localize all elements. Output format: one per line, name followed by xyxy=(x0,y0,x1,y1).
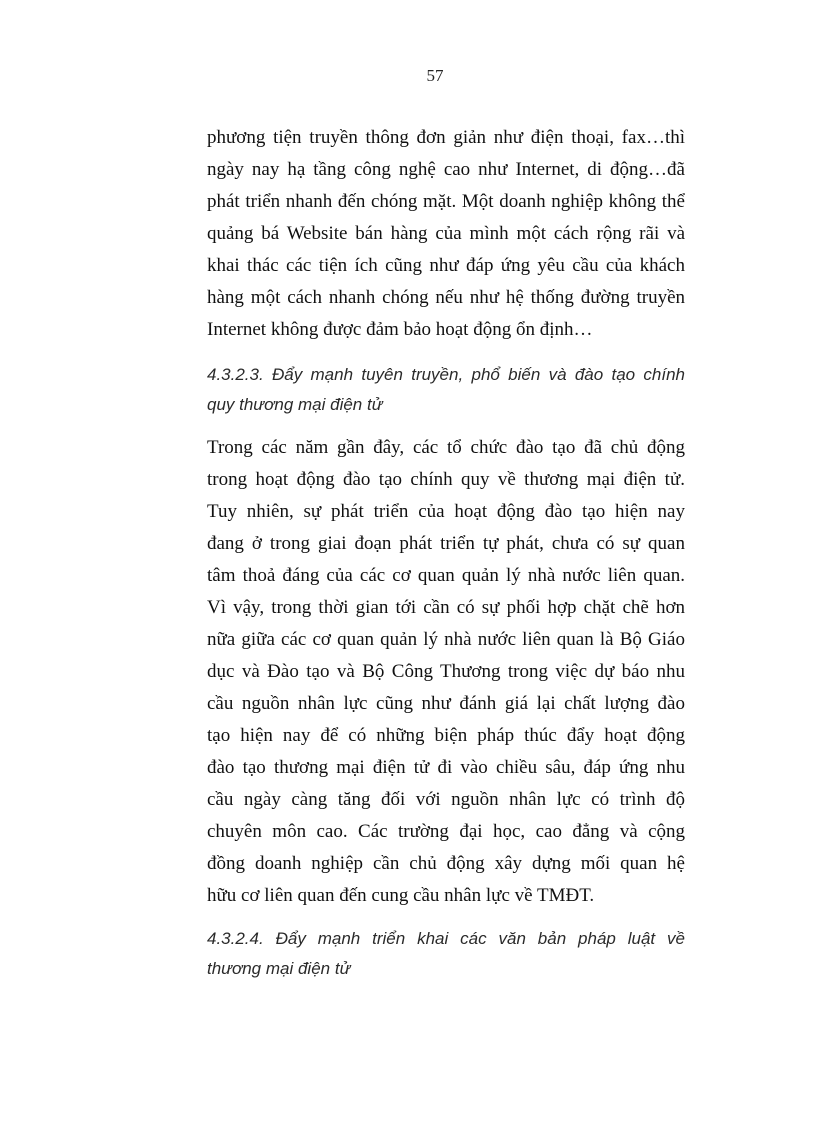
text-line: dục và Đào tạo và Bộ Công Thương trong việc dự báo nhu xyxy=(207,661,685,682)
text-line: Vì vậy, trong thời gian tới cần có sự phối hợp chặt chẽ hơn xyxy=(207,597,685,618)
text-line: nữa giữa các cơ quan quản lý nhà nước liên quan là Bộ Giáo xyxy=(207,629,685,650)
text-line: đồng doanh nghiệp cần chủ động xây dựng mối quan hệ xyxy=(207,853,685,874)
text-line: ngày nay hạ tầng công nghệ cao như Internet, di động…đã xyxy=(207,159,685,180)
text-line: hàng một cách nhanh chóng nếu như hệ thống đường truyền xyxy=(207,287,685,308)
heading-line: thương mại điện tử xyxy=(207,959,351,978)
text-line: quảng bá Website bán hàng của mình một cách rộng rãi và xyxy=(207,223,685,244)
text-line: cầu nguồn nhân lực cũng như đánh giá lại chất lượng đào xyxy=(207,693,685,714)
body-paragraph xyxy=(207,432,685,912)
text-line: Internet không được đảm bảo hoạt động ổn định… xyxy=(207,319,593,340)
text-line: chuyên môn cao. Các trường đại học, cao đẳng và cộng xyxy=(207,821,685,842)
text-line: khai thác các tiện ích cũng như đáp ứng yêu cầu của khách xyxy=(207,255,685,276)
text-line: đào tạo thương mại điện tử đi vào chiều sâu, đáp ứng nhu xyxy=(207,757,685,778)
text-line: trong hoạt động đào tạo chính quy về thương mại điện tử. xyxy=(207,469,685,490)
page-content xyxy=(207,122,685,984)
heading-line: quy thương mại điện tử xyxy=(207,395,383,414)
text-line: cầu ngày càng tăng đối với nguồn nhân lực có trình độ xyxy=(207,789,685,810)
text-line: hữu cơ liên quan đến cung cầu nhân lực về TMĐT. xyxy=(207,885,595,906)
page-number: 57 xyxy=(426,66,444,85)
text-line: Trong các năm gần đây, các tổ chức đào tạo đã chủ động xyxy=(207,437,685,458)
text-line: phương tiện truyền thông đơn giản như điện thoại, fax…thì xyxy=(207,127,685,148)
body-paragraph xyxy=(207,122,685,346)
section-heading xyxy=(207,360,685,420)
text-line: tâm thoả đáng của các cơ quan quản lý nhà nước liên quan. xyxy=(207,565,685,586)
text-line: tạo hiện nay để có những biện pháp thúc đẩy hoạt động xyxy=(207,725,685,746)
text-line: đang ở trong giai đoạn phát triển tự phát, chưa có sự quan xyxy=(207,533,685,554)
text-line: phát triển nhanh đến chóng mặt. Một doanh nghiệp không thể xyxy=(207,191,685,212)
heading-line: 4.3.2.4. Đẩy mạnh triển khai các văn bản pháp luật về xyxy=(207,929,685,948)
heading-line: 4.3.2.3. Đẩy mạnh tuyên truyền, phổ biến và đào tạo chính xyxy=(207,365,685,384)
text-line: Tuy nhiên, sự phát triển của hoạt động đào tạo hiện nay xyxy=(207,501,685,522)
section-heading xyxy=(207,924,685,984)
